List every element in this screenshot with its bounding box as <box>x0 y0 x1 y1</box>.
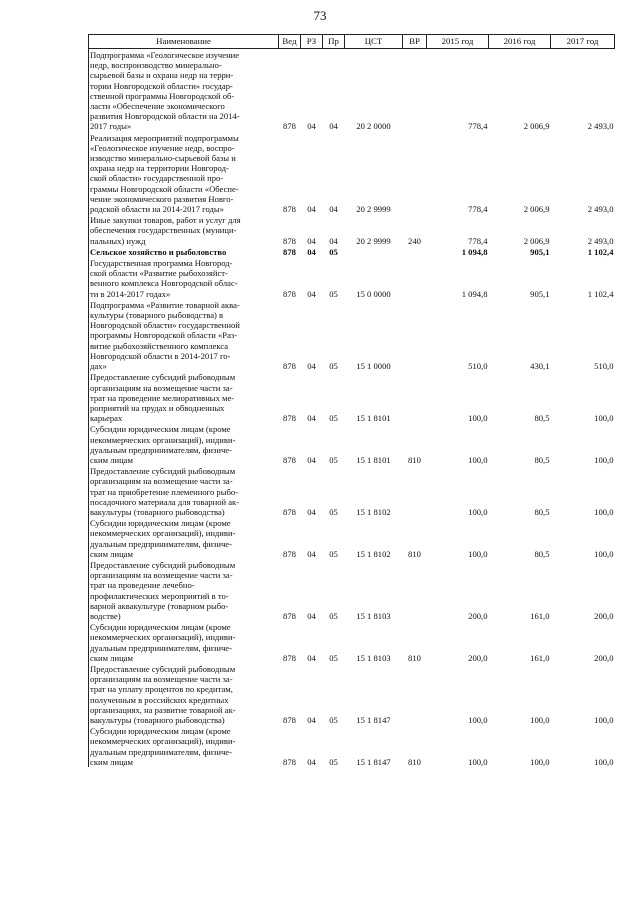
row-ved: 878 <box>283 413 296 424</box>
row-cst: 15 1 8147 <box>356 756 391 767</box>
row-2017: 1 102,4 <box>587 288 614 299</box>
row-2015: 100,0 <box>468 454 488 465</box>
row-2017: 2 493,0 <box>587 235 614 246</box>
row-cst: 15 1 8103 <box>356 652 391 663</box>
row-2016: 2 006,9 <box>523 204 550 215</box>
row-cst: 15 0 0000 <box>356 288 391 299</box>
col-header-pr: Пр <box>323 35 345 49</box>
row-name: Сельское хозяйство и рыболовство <box>89 246 279 257</box>
row-vr: 810 <box>408 454 421 465</box>
row-rz: 04 <box>307 715 316 725</box>
row-vr <box>403 49 427 132</box>
row-2016: 161,0 <box>530 610 550 621</box>
row-2015: 200,0 <box>468 610 488 621</box>
row-2015: 100,0 <box>468 548 488 559</box>
col-header-rz: РЗ <box>301 35 323 49</box>
row-cst: 15 1 8101 <box>356 413 391 424</box>
row-2017: 2 493,0 <box>587 121 614 132</box>
row-2015: 100,0 <box>468 413 488 424</box>
row-vr: 810 <box>408 548 421 559</box>
row-2015: 100,0 <box>468 756 488 767</box>
row-ved: 878 <box>283 548 296 559</box>
row-2016: 161,0 <box>530 652 550 663</box>
row-cst: 20 2 9999 <box>356 235 391 246</box>
row-pr: 05 <box>329 361 338 372</box>
row-2017: 2 493,0 <box>587 204 614 215</box>
table-row <box>89 725 615 767</box>
row-name: Реализация мероприятий подпрограммы «Геологическое изучение недр, воспро- изводство минерально-сырьевой базы и охрана недр на территории Новгород- ской области» государственной про- граммы Новгородской области «Обеспе- чение экономического развития Новго- родской области на 2014-2017 годы» <box>89 132 279 215</box>
row-2017: 100,0 <box>594 413 614 424</box>
row-pr: 05 <box>329 413 338 424</box>
row-pr: 05 <box>329 454 338 465</box>
row-2017: 100,0 <box>594 454 614 465</box>
row-2015: 100,0 <box>468 506 488 517</box>
row-pr: 05 <box>329 506 338 517</box>
row-rz: 04 <box>307 204 316 215</box>
row-vr <box>403 132 427 215</box>
row-cst <box>345 246 403 257</box>
row-2017: 200,0 <box>594 652 614 663</box>
row-vr <box>403 246 427 257</box>
row-rz: 04 <box>307 756 316 767</box>
row-vr: 810 <box>408 652 421 663</box>
row-rz: 04 <box>307 288 316 299</box>
row-2016: 430,1 <box>530 361 550 372</box>
row-rz: 04 <box>307 610 316 621</box>
page-number: 73 <box>313 8 327 23</box>
row-name: Предоставление субсидий рыбоводным организациям на возмещение части за- трат на проведение мелиоративных ме- роприятий на прудах и обводненных карьерах <box>89 371 279 423</box>
row-vr <box>403 663 427 725</box>
table-row <box>89 663 615 725</box>
table-row <box>89 621 615 663</box>
col-header-ved: Вед <box>279 35 301 49</box>
row-pr: 05 <box>329 548 338 559</box>
row-pr: 05 <box>329 652 338 663</box>
row-cst: 15 1 8103 <box>356 610 391 621</box>
row-2016: 80,5 <box>534 413 550 424</box>
table-row <box>89 214 615 246</box>
row-ved: 878 <box>283 288 296 299</box>
row-vr <box>403 299 427 371</box>
row-ved: 878 <box>283 204 296 215</box>
row-name: Иные закупки товаров, работ и услуг для обеспечения государственных (муници- пальных) нужд <box>89 214 279 246</box>
row-pr: 05 <box>329 756 338 767</box>
row-pr: 05 <box>329 288 338 299</box>
row-2017: 100,0 <box>594 756 614 767</box>
row-rz: 04 <box>307 121 316 132</box>
row-2017: 100,0 <box>594 715 614 725</box>
row-name: Субсидии юридическим лицам (кроме некоммерческих организаций), индиви- дуальным предпринимателям, физиче- ским лицам <box>89 517 279 559</box>
row-2015: 200,0 <box>468 652 488 663</box>
row-ved: 878 <box>283 610 296 621</box>
col-header-name: Наименование <box>89 35 279 49</box>
row-ved: 878 <box>283 652 296 663</box>
row-ved: 878 <box>283 121 296 132</box>
row-rz: 04 <box>307 361 316 372</box>
row-2016: 905,1 <box>530 246 550 257</box>
row-vr: 240 <box>408 235 421 246</box>
row-ved: 878 <box>283 246 296 257</box>
row-vr: 810 <box>408 756 421 767</box>
row-2017: 100,0 <box>594 506 614 517</box>
table-row <box>89 132 615 215</box>
row-pr: 05 <box>329 715 338 725</box>
row-2016: 2 006,9 <box>523 235 550 246</box>
table-row <box>89 299 615 371</box>
row-2016: 100,0 <box>530 756 550 767</box>
row-2015: 100,0 <box>468 715 488 725</box>
row-name: Подпрограмма «Геологическое изучение недр, воспроизводство минерально- сырьевой базы и охрана недр на терри- тории Новгородской области» государ- ственной программы Новгородской об- ласти «Обеспечение экономического развития Новгородской области на 2014- 2017 годы» <box>89 49 279 132</box>
row-cst: 15 1 8102 <box>356 506 391 517</box>
row-rz: 04 <box>307 548 316 559</box>
row-2015: 1 094,8 <box>461 288 488 299</box>
col-header-2017: 2017 год <box>551 35 615 49</box>
table-header-row <box>89 35 615 49</box>
row-rz: 04 <box>307 652 316 663</box>
row-2017: 200,0 <box>594 610 614 621</box>
row-rz: 04 <box>307 246 316 257</box>
row-cst: 15 1 0000 <box>356 361 391 372</box>
row-name: Предоставление субсидий рыбоводным организациям на возмещение части за- трат на проведение лечебно- профилактических мероприятий в то- варной аквакультуре (товарном рыбо- водстве) <box>89 559 279 621</box>
col-header-cst: ЦСТ <box>345 35 403 49</box>
budget-table <box>88 34 615 767</box>
row-2016: 2 006,9 <box>523 121 550 132</box>
row-pr: 05 <box>329 610 338 621</box>
table-row <box>89 371 615 423</box>
row-vr <box>403 257 427 299</box>
row-2016: 905,1 <box>530 288 550 299</box>
table-row <box>89 49 615 132</box>
row-ved: 878 <box>283 506 296 517</box>
row-pr: 04 <box>329 235 338 246</box>
row-rz: 04 <box>307 506 316 517</box>
row-2015: 510,0 <box>468 361 488 372</box>
row-name: Субсидии юридическим лицам (кроме некоммерческих организаций), индиви- дуальным предпринимателям, физиче- ским лицам <box>89 423 279 465</box>
row-2016: 100,0 <box>530 715 550 725</box>
table-row <box>89 257 615 299</box>
row-name: Субсидии юридическим лицам (кроме некоммерческих организаций), индиви- дуальным предпринимателям, физиче- ским лицам <box>89 621 279 663</box>
row-cst: 20 2 9999 <box>356 204 391 215</box>
row-2016: 80,5 <box>534 454 550 465</box>
row-pr: 04 <box>329 204 338 215</box>
table-body <box>89 49 615 768</box>
row-2015: 778,4 <box>468 121 488 132</box>
table-row <box>89 423 615 465</box>
row-name: Государственная программа Новгород- ской области «Развитие рыбохозяйст- венного комплекса Новгородской облас- ти в 2014-2017 годах» <box>89 257 279 299</box>
table-row <box>89 559 615 621</box>
col-header-2016: 2016 год <box>489 35 551 49</box>
row-pr: 04 <box>329 121 338 132</box>
row-ved: 878 <box>283 454 296 465</box>
row-name: Субсидии юридическим лицам (кроме некоммерческих организаций), индиви- дуальным предпринимателям, физиче- ским лицам <box>89 725 279 767</box>
row-ved: 878 <box>283 715 296 725</box>
row-2016: 80,5 <box>534 506 550 517</box>
row-name: Предоставление субсидий рыбоводным организациям на возмещение части за- трат на приобретение племенного рыбо- посадочного материала для товарной ак- вакультуры (товарного рыбоводства) <box>89 465 279 517</box>
row-vr <box>403 465 427 517</box>
row-2015: 778,4 <box>468 204 488 215</box>
table-row <box>89 465 615 517</box>
row-name: Предоставление субсидий рыбоводным организациям на возмещение части за- трат на уплату процентов по кредитам, полученным в российских кредитных организациях, на развитие товарной ак- вакультуры (товарного рыбоводства) <box>89 663 279 725</box>
row-ved: 878 <box>283 235 296 246</box>
row-cst: 15 1 8102 <box>356 548 391 559</box>
row-2015: 1 094,8 <box>461 246 488 257</box>
row-rz: 04 <box>307 235 316 246</box>
row-rz: 04 <box>307 413 316 424</box>
row-2015: 778,4 <box>468 235 488 246</box>
col-header-2015: 2015 год <box>427 35 489 49</box>
table-row <box>89 517 615 559</box>
row-pr: 05 <box>329 246 338 257</box>
row-vr <box>403 371 427 423</box>
row-vr <box>403 559 427 621</box>
row-ved: 878 <box>283 756 296 767</box>
row-cst: 20 2 0000 <box>356 121 391 132</box>
row-2016: 80,5 <box>534 548 550 559</box>
row-ved: 878 <box>283 361 296 372</box>
row-name: Подпрограмма «Развитие товарной аква- культуры (товарного рыбоводства) в Новгородской области» государственной программы Новгородской области «Раз- витие рыбохозяйственного комплекса Новгородской области в 2014-2017 го- дах» <box>89 299 279 371</box>
row-2017: 510,0 <box>594 361 614 372</box>
table-row <box>89 246 615 257</box>
row-rz: 04 <box>307 454 316 465</box>
row-cst: 15 1 8101 <box>356 454 391 465</box>
row-2017: 1 102,4 <box>587 246 614 257</box>
row-2017: 100,0 <box>594 548 614 559</box>
row-cst: 15 1 8147 <box>356 715 391 725</box>
col-header-vr: ВР <box>403 35 427 49</box>
